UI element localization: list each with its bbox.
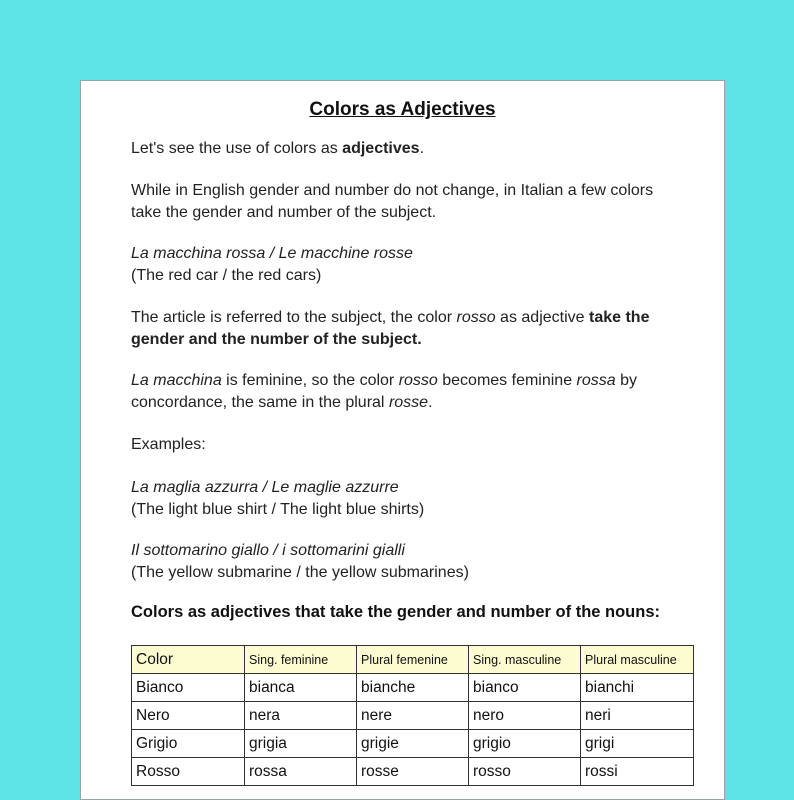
page-title: Colors as Adjectives — [309, 99, 496, 120]
table-cell: Bianco — [132, 674, 245, 702]
text-span: . — [428, 394, 433, 411]
example-english: (The yellow submarine / the yellow submarines) — [131, 564, 469, 581]
table-cell: bianche — [357, 674, 469, 702]
table-cell: nere — [357, 702, 469, 730]
example-red-car — [131, 243, 691, 287]
table-cell: rossa — [245, 758, 357, 786]
document-page — [80, 80, 725, 800]
table-cell: nera — [245, 702, 357, 730]
bold-span: take the gender and the number of the subject. — [131, 309, 650, 348]
header-plural-feminine: Plural femenine — [357, 646, 469, 674]
example-italian: La macchina rossa / Le macchine rosse — [131, 245, 413, 262]
table-row — [132, 730, 694, 758]
italic-span: rosso — [456, 309, 496, 326]
concordance-paragraph — [131, 370, 691, 414]
text-span: by concordance, the same in the plural — [131, 372, 638, 411]
table-cell: grigia — [245, 730, 357, 758]
text-span: as adjective — [495, 309, 589, 326]
italic-span: rosso — [398, 372, 438, 389]
italic-span: rosse — [388, 394, 429, 411]
italic-span: rossa — [576, 372, 616, 389]
intro-text: Let's see the use of colors as — [131, 140, 343, 157]
table-heading: Colors as adjectives that take the gender and number of the nouns: — [131, 603, 661, 621]
header-color: Color — [132, 646, 245, 674]
example-italian: La maglia azzurra / Le maglie azzurre — [131, 479, 399, 496]
example-submarine — [131, 540, 691, 584]
table-cell: rossi — [581, 758, 694, 786]
text-span: The article is referred to the subject, the color — [131, 309, 457, 326]
table-row — [132, 674, 694, 702]
table-cell: neri — [581, 702, 694, 730]
article-paragraph — [131, 307, 681, 351]
table-cell: grigie — [357, 730, 469, 758]
gender-number-paragraph: While in English gender and number do not change, in Italian a few colors take the gender and number of the subject. — [131, 182, 654, 221]
table-cell: nero — [469, 702, 581, 730]
intro-paragraph — [131, 138, 691, 160]
intro-end: . — [419, 140, 425, 157]
table-cell: grigio — [469, 730, 581, 758]
example-shirt — [131, 477, 691, 521]
header-sing-feminine: Sing. feminine — [245, 646, 357, 674]
examples-label: Examples: — [131, 436, 206, 453]
table-cell: Grigio — [132, 730, 245, 758]
example-english: (The red car / the red cars) — [131, 267, 322, 284]
table-cell: rosse — [357, 758, 469, 786]
text-span: becomes feminine — [437, 372, 577, 389]
table-cell: grigi — [581, 730, 694, 758]
header-plural-masculine: Plural masculine — [581, 646, 694, 674]
example-italian: Il sottomarino giallo / i sottomarini gialli — [131, 542, 405, 559]
table-row — [132, 758, 694, 786]
table-header-row — [132, 646, 694, 674]
text-span: is feminine, so the color — [221, 372, 399, 389]
colors-table — [131, 645, 694, 786]
table-cell: bianco — [469, 674, 581, 702]
table-cell: Rosso — [132, 758, 245, 786]
table-cell: Nero — [132, 702, 245, 730]
table-row — [132, 702, 694, 730]
header-sing-masculine: Sing. masculine — [469, 646, 581, 674]
example-english: (The light blue shirt / The light blue shirts) — [131, 501, 425, 518]
table-cell: rosso — [469, 758, 581, 786]
table-cell: bianca — [245, 674, 357, 702]
table-cell: bianchi — [581, 674, 694, 702]
intro-bold: adjectives — [342, 140, 420, 157]
italic-span: La macchina — [131, 372, 222, 389]
